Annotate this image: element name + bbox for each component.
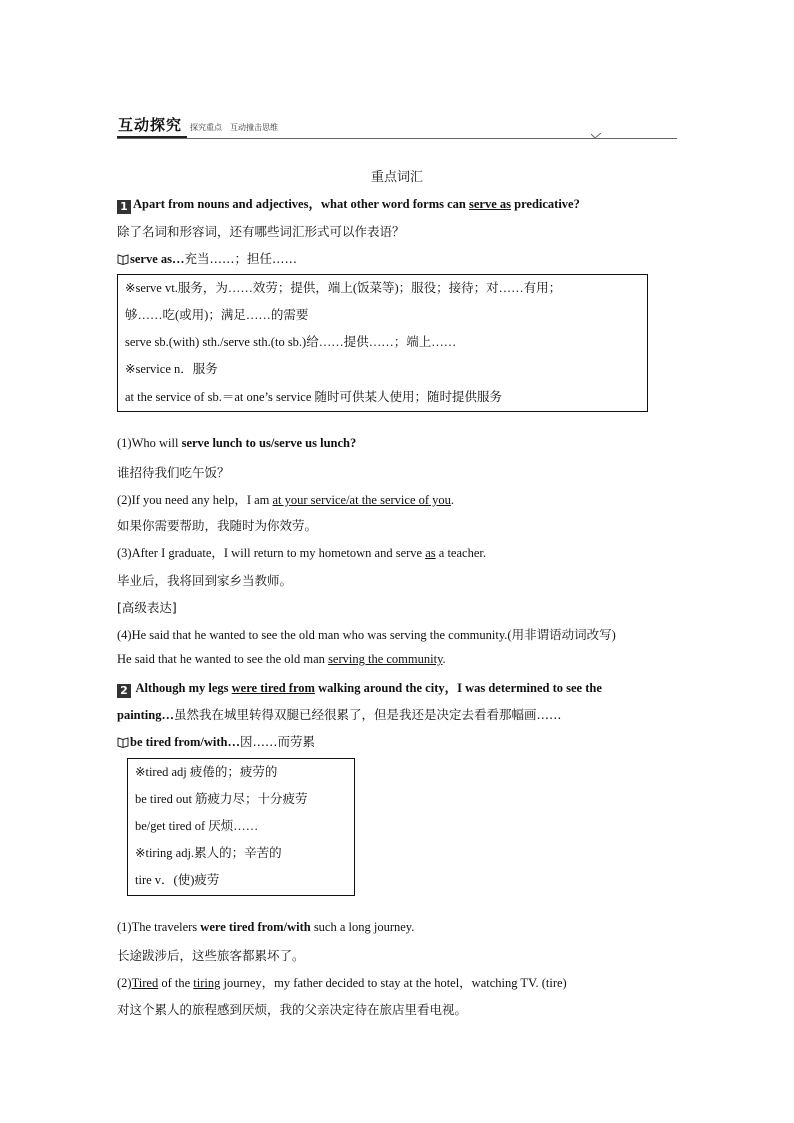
box-line: 够……吃(或用)；满足……的需要 <box>125 308 309 322</box>
section-header-subtitle: 探究重点 互动撞击思维 <box>190 123 278 132</box>
item1-example-3-translation: 毕业后，我将回到家乡当教师。 <box>117 573 293 588</box>
box-line: serve sb.(with) sth./serve sth.(to sb.)给……提供……；端上…… <box>125 335 457 349</box>
box-line: be/get tired of 厌烦…… <box>135 819 259 833</box>
item1-example-4-answer: He said that he wanted to see the old man serving the community. <box>117 652 446 666</box>
item2-example-2-translation: 对这个累人的旅程感到厌烦，我的父亲决定待在旅店里看电视。 <box>117 1002 468 1017</box>
item2-vocab-box <box>127 758 355 896</box>
item1-example-2-translation: 如果你需要帮助，我随时为你效劳。 <box>117 518 318 533</box>
advanced-expression-label: [高级表达] <box>117 600 177 615</box>
item2-phrase: be tired from/with…因……而劳累 <box>117 732 315 750</box>
header-rule-notch-icon <box>591 133 601 139</box>
box-line: ※tiring adj.累人的；辛苦的 <box>135 846 282 860</box>
box-line: be tired out 筋疲力尽；十分疲劳 <box>135 792 308 806</box>
item2-question: 2 Although my legs were tired from walking around the city，I was determined to see the <box>117 678 602 698</box>
item1-example-4: (4)He said that he wanted to see the old man who was serving the community.(用非谓语动词改写) <box>117 628 616 642</box>
book-icon <box>117 253 129 265</box>
item2-example-1: (1)The travelers were tired from/with such a long journey. <box>117 920 415 934</box>
box-line: ※tired adj 疲倦的；疲劳的 <box>135 765 278 779</box>
item1-example-2: (2)If you need any help，I am at your service/at the service of you. <box>117 493 455 507</box>
item1-example-1-translation: 谁招待我们吃午饭？ <box>117 465 230 480</box>
section-header-title: 互动探究 <box>118 116 183 134</box>
item1-example-3: (3)After I graduate，I will return to my hometown and serve as a teacher. <box>117 546 486 560</box>
item2-number-badge: 2 <box>117 684 131 698</box>
book-icon <box>117 736 129 748</box>
item2-question-line2: painting…虽然我在城里转得双腿已经很累了，但是我还是决定去看看那幅画…… <box>117 707 562 722</box>
item1-phrase: serve as…充当……；担任…… <box>117 249 297 267</box>
item1-vocab-box <box>117 274 648 412</box>
box-line: ※serve vt.服务，为……效劳；提供，端上(饭菜等)；服役；接待；对……有用； <box>125 281 562 295</box>
box-line: ※service n．服务 <box>125 362 218 376</box>
box-line: at the service of sb.＝at one’s service 随时可供某人使用；随时提供服务 <box>125 390 503 404</box>
item2-example-1-translation: 长途跋涉后，这些旅客都累坏了。 <box>117 948 305 963</box>
box-line: tire v．(使)疲劳 <box>135 873 220 887</box>
item2-example-2: (2)Tired of the tiring journey，my father decided to stay at the hotel，watching TV. (tire) <box>117 976 567 990</box>
item1-question-translation: 除了名词和形容词，还有哪些词汇形式可以作表语？ <box>117 224 405 239</box>
item1-question: 1 Apart from nouns and adjectives，what other word forms can serve as predicative? <box>117 194 580 214</box>
item1-number-badge: 1 <box>117 200 131 214</box>
item1-example-1: (1)Who will serve lunch to us/serve us lunch? <box>117 436 357 450</box>
section-title: 重点词汇 <box>370 170 423 185</box>
